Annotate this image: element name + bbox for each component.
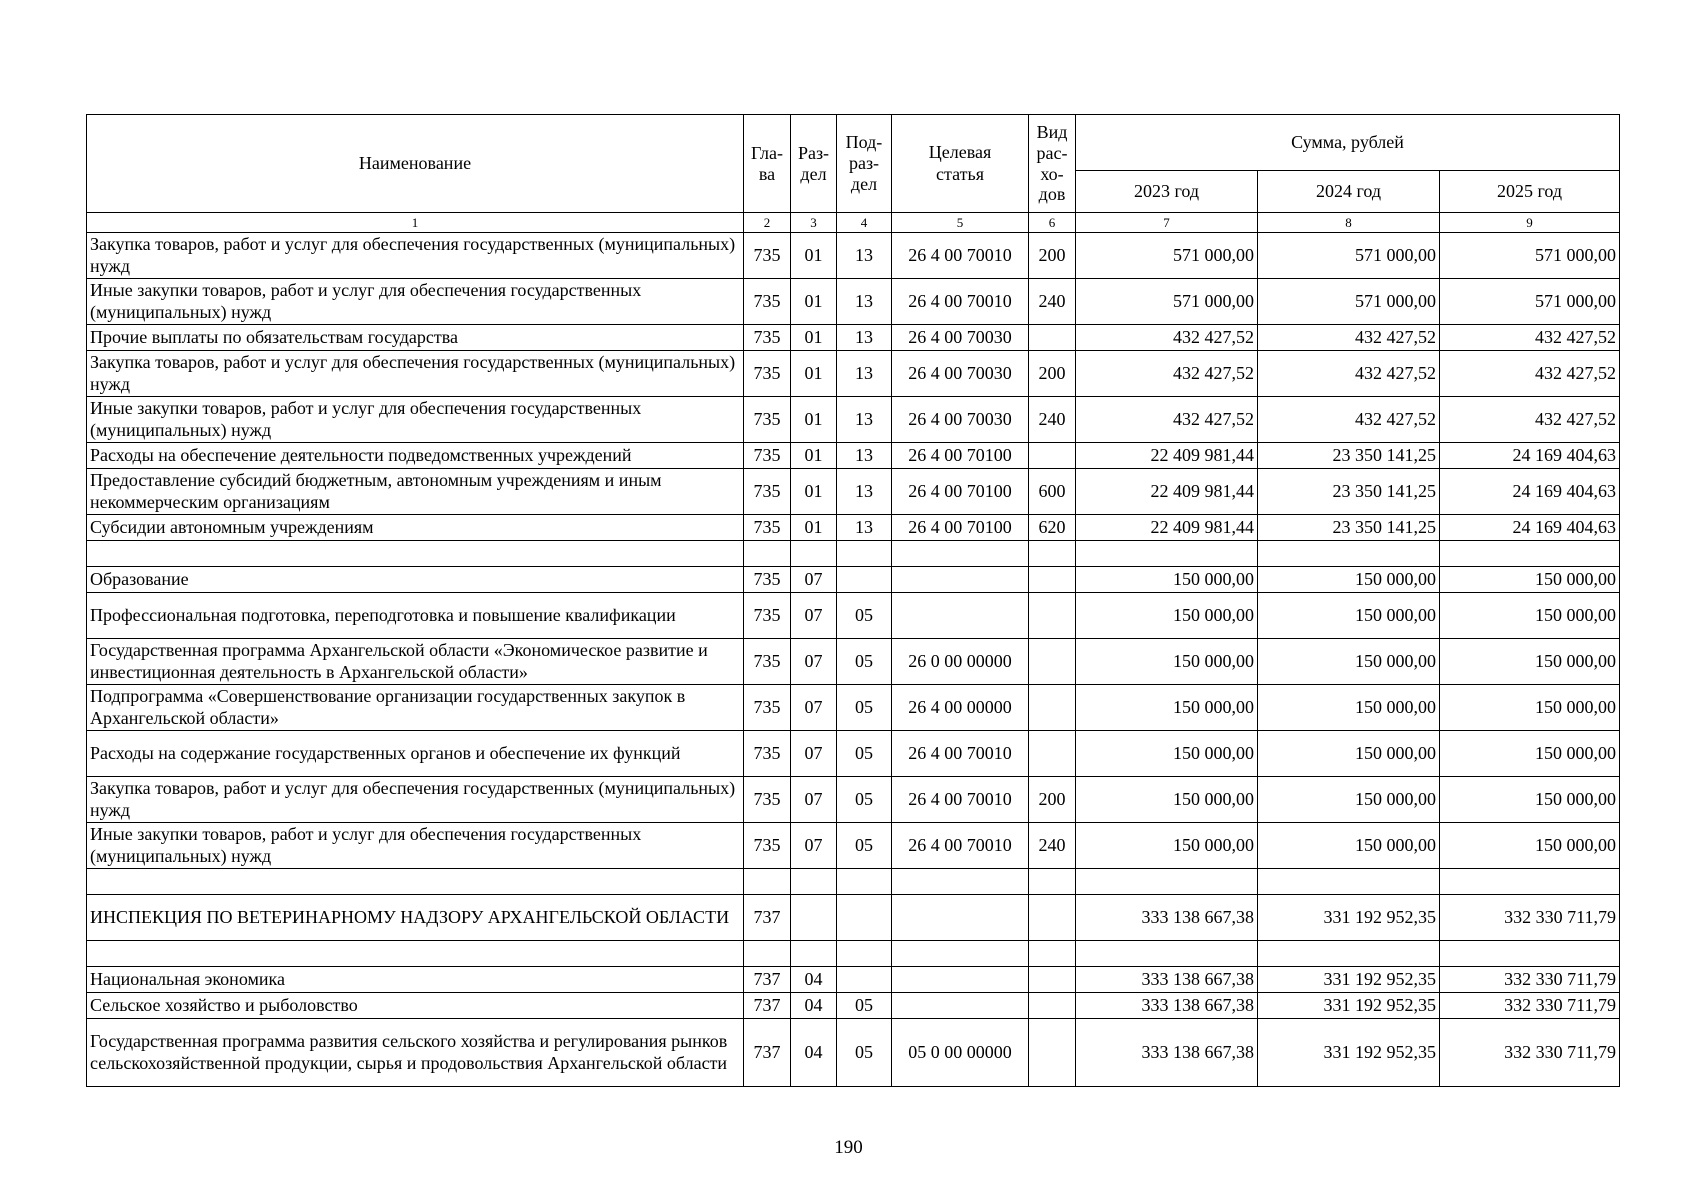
row-glava: 735 bbox=[744, 515, 791, 541]
page-number: 190 bbox=[834, 1137, 863, 1158]
row-glava: 735 bbox=[744, 397, 791, 443]
row-vid: 240 bbox=[1029, 823, 1076, 869]
row-target bbox=[892, 869, 1029, 895]
col-number: 3 bbox=[791, 213, 837, 233]
header-razdel-text: Раз- дел bbox=[797, 142, 830, 184]
row-target: 26 4 00 00000 bbox=[892, 685, 1029, 731]
row-sum-2025: 150 000,00 bbox=[1440, 731, 1620, 777]
row-sum-2023: 22 409 981,44 bbox=[1076, 443, 1258, 469]
row-glava: 735 bbox=[744, 325, 791, 351]
row-sum-2024: 331 192 952,35 bbox=[1258, 993, 1440, 1019]
row-vid bbox=[1029, 993, 1076, 1019]
row-sum-2025: 150 000,00 bbox=[1440, 593, 1620, 639]
row-sum-2023: 150 000,00 bbox=[1076, 777, 1258, 823]
row-sum-2023: 432 427,52 bbox=[1076, 351, 1258, 397]
table-row bbox=[87, 967, 1620, 993]
row-name: Государственная программа развития сельского хозяйства и регулирования рынков сельскохозяйственной продукции, сырья и продовольствия Архангельской области bbox=[87, 1019, 744, 1087]
col-number: 1 bbox=[87, 213, 744, 233]
row-sum-2024: 150 000,00 bbox=[1258, 777, 1440, 823]
table-row bbox=[87, 325, 1620, 351]
table-row bbox=[87, 895, 1620, 941]
table-body bbox=[87, 233, 1620, 1087]
row-podrazdel: 05 bbox=[837, 685, 892, 731]
row-podrazdel: 13 bbox=[837, 443, 892, 469]
row-glava: 735 bbox=[744, 685, 791, 731]
row-target: 26 4 00 70030 bbox=[892, 397, 1029, 443]
row-name: Закупка товаров, работ и услуг для обеспечения государственных (муниципальных) нужд bbox=[87, 777, 744, 823]
row-sum-2023: 150 000,00 bbox=[1076, 639, 1258, 685]
row-razdel: 07 bbox=[791, 823, 837, 869]
table-row bbox=[87, 593, 1620, 639]
row-sum-2024: 571 000,00 bbox=[1258, 233, 1440, 279]
row-target: 26 4 00 70010 bbox=[892, 823, 1029, 869]
row-sum-2025: 432 427,52 bbox=[1440, 397, 1620, 443]
row-sum-2023: 333 138 667,38 bbox=[1076, 1019, 1258, 1087]
row-razdel bbox=[791, 895, 837, 941]
row-podrazdel bbox=[837, 869, 892, 895]
row-glava: 737 bbox=[744, 967, 791, 993]
row-glava: 735 bbox=[744, 351, 791, 397]
row-razdel: 04 bbox=[791, 967, 837, 993]
row-sum-2024 bbox=[1258, 941, 1440, 967]
row-sum-2025: 332 330 711,79 bbox=[1440, 993, 1620, 1019]
row-target bbox=[892, 941, 1029, 967]
row-name: Государственная программа Архангельской области «Экономическое развитие и инвестиционная деятельность в Архангельской области» bbox=[87, 639, 744, 685]
row-sum-2025: 571 000,00 bbox=[1440, 233, 1620, 279]
row-razdel: 04 bbox=[791, 1019, 837, 1087]
row-sum-2024: 150 000,00 bbox=[1258, 593, 1440, 639]
row-sum-2023: 22 409 981,44 bbox=[1076, 515, 1258, 541]
row-glava: 735 bbox=[744, 469, 791, 515]
row-glava: 735 bbox=[744, 233, 791, 279]
row-target: 26 4 00 70100 bbox=[892, 443, 1029, 469]
header-year-2024: 2024 год bbox=[1258, 171, 1440, 213]
row-name: ИНСПЕКЦИЯ ПО ВЕТЕРИНАРНОМУ НАДЗОРУ АРХАНГЕЛЬСКОЙ ОБЛАСТИ bbox=[87, 895, 744, 941]
row-glava: 735 bbox=[744, 443, 791, 469]
header-vid bbox=[1029, 115, 1076, 213]
row-razdel: 01 bbox=[791, 233, 837, 279]
table-row bbox=[87, 639, 1620, 685]
row-podrazdel: 05 bbox=[837, 731, 892, 777]
header-podrazdel-text: Под- раз- дел bbox=[845, 132, 883, 194]
row-sum-2024: 331 192 952,35 bbox=[1258, 967, 1440, 993]
row-vid bbox=[1029, 895, 1076, 941]
row-target bbox=[892, 895, 1029, 941]
row-podrazdel: 13 bbox=[837, 469, 892, 515]
row-name: Предоставление субсидий бюджетным, автономным учреждениям и иным некоммерческим организациям bbox=[87, 469, 744, 515]
row-vid bbox=[1029, 567, 1076, 593]
row-target: 26 4 00 70010 bbox=[892, 233, 1029, 279]
row-target bbox=[892, 967, 1029, 993]
row-razdel bbox=[791, 869, 837, 895]
row-name: Иные закупки товаров, работ и услуг для обеспечения государственных (муниципальных) нужд bbox=[87, 279, 744, 325]
col-number: 5 bbox=[892, 213, 1029, 233]
row-vid: 600 bbox=[1029, 469, 1076, 515]
row-target: 26 4 00 70100 bbox=[892, 515, 1029, 541]
row-target: 26 4 00 70010 bbox=[892, 731, 1029, 777]
row-sum-2023 bbox=[1076, 541, 1258, 567]
row-sum-2025: 150 000,00 bbox=[1440, 823, 1620, 869]
row-glava bbox=[744, 869, 791, 895]
table-row bbox=[87, 469, 1620, 515]
row-vid: 200 bbox=[1029, 233, 1076, 279]
row-glava: 735 bbox=[744, 279, 791, 325]
row-vid bbox=[1029, 443, 1076, 469]
row-sum-2023 bbox=[1076, 869, 1258, 895]
row-vid: 240 bbox=[1029, 397, 1076, 443]
row-sum-2025: 150 000,00 bbox=[1440, 639, 1620, 685]
row-glava: 737 bbox=[744, 1019, 791, 1087]
table-row bbox=[87, 233, 1620, 279]
row-sum-2025: 432 427,52 bbox=[1440, 351, 1620, 397]
row-vid bbox=[1029, 731, 1076, 777]
row-sum-2025: 332 330 711,79 bbox=[1440, 1019, 1620, 1087]
row-sum-2025: 150 000,00 bbox=[1440, 685, 1620, 731]
row-name: Прочие выплаты по обязательствам государства bbox=[87, 325, 744, 351]
row-sum-2024: 23 350 141,25 bbox=[1258, 443, 1440, 469]
row-sum-2025: 24 169 404,63 bbox=[1440, 443, 1620, 469]
row-vid: 240 bbox=[1029, 279, 1076, 325]
table-row bbox=[87, 1019, 1620, 1087]
header-name: Наименование bbox=[87, 115, 744, 213]
table-row bbox=[87, 823, 1620, 869]
row-razdel: 04 bbox=[791, 993, 837, 1019]
row-sum-2023: 432 427,52 bbox=[1076, 397, 1258, 443]
row-sum-2024: 432 427,52 bbox=[1258, 351, 1440, 397]
row-sum-2024: 432 427,52 bbox=[1258, 397, 1440, 443]
row-vid: 620 bbox=[1029, 515, 1076, 541]
row-name: Подпрограмма «Совершенствование организации государственных закупок в Архангельской области» bbox=[87, 685, 744, 731]
row-target bbox=[892, 567, 1029, 593]
row-name: Субсидии автономным учреждениям bbox=[87, 515, 744, 541]
row-glava: 735 bbox=[744, 593, 791, 639]
header-target-text: Целевая статья bbox=[928, 141, 992, 184]
row-vid bbox=[1029, 593, 1076, 639]
row-target: 26 4 00 70030 bbox=[892, 351, 1029, 397]
col-number: 9 bbox=[1440, 213, 1620, 233]
row-razdel: 01 bbox=[791, 325, 837, 351]
row-razdel: 07 bbox=[791, 731, 837, 777]
row-razdel: 01 bbox=[791, 397, 837, 443]
row-sum-2024: 150 000,00 bbox=[1258, 639, 1440, 685]
row-name: Расходы на содержание государственных органов и обеспечение их функций bbox=[87, 731, 744, 777]
row-sum-2023: 571 000,00 bbox=[1076, 279, 1258, 325]
row-sum-2025: 332 330 711,79 bbox=[1440, 895, 1620, 941]
row-podrazdel bbox=[837, 895, 892, 941]
row-sum-2025 bbox=[1440, 941, 1620, 967]
row-sum-2025: 432 427,52 bbox=[1440, 325, 1620, 351]
row-sum-2023: 150 000,00 bbox=[1076, 593, 1258, 639]
row-podrazdel: 13 bbox=[837, 279, 892, 325]
row-glava: 735 bbox=[744, 777, 791, 823]
header-year-2025: 2025 год bbox=[1440, 171, 1620, 213]
row-name: Профессиональная подготовка, переподготовка и повышение квалификации bbox=[87, 593, 744, 639]
row-sum-2023: 150 000,00 bbox=[1076, 731, 1258, 777]
row-name: Сельское хозяйство и рыболовство bbox=[87, 993, 744, 1019]
row-razdel: 07 bbox=[791, 777, 837, 823]
row-sum-2024: 331 192 952,35 bbox=[1258, 1019, 1440, 1087]
table-row-empty bbox=[87, 869, 1620, 895]
row-vid bbox=[1029, 1019, 1076, 1087]
row-razdel bbox=[791, 541, 837, 567]
row-sum-2024: 150 000,00 bbox=[1258, 685, 1440, 731]
row-vid bbox=[1029, 967, 1076, 993]
row-vid bbox=[1029, 685, 1076, 731]
row-name: Образование bbox=[87, 567, 744, 593]
header-year-2023: 2023 год bbox=[1076, 171, 1258, 213]
row-razdel: 01 bbox=[791, 279, 837, 325]
row-target bbox=[892, 993, 1029, 1019]
row-sum-2023: 150 000,00 bbox=[1076, 685, 1258, 731]
row-target: 26 4 00 70010 bbox=[892, 279, 1029, 325]
col-number: 8 bbox=[1258, 213, 1440, 233]
row-name: Иные закупки товаров, работ и услуг для обеспечения государственных (муниципальных) нужд bbox=[87, 823, 744, 869]
row-sum-2024 bbox=[1258, 869, 1440, 895]
table-row bbox=[87, 567, 1620, 593]
row-target: 26 4 00 70100 bbox=[892, 469, 1029, 515]
row-sum-2023: 432 427,52 bbox=[1076, 325, 1258, 351]
row-glava: 735 bbox=[744, 639, 791, 685]
row-sum-2025 bbox=[1440, 869, 1620, 895]
row-razdel: 07 bbox=[791, 593, 837, 639]
row-sum-2024: 150 000,00 bbox=[1258, 567, 1440, 593]
row-podrazdel bbox=[837, 967, 892, 993]
row-sum-2025: 332 330 711,79 bbox=[1440, 967, 1620, 993]
table-row bbox=[87, 993, 1620, 1019]
row-razdel: 07 bbox=[791, 685, 837, 731]
row-sum-2023: 150 000,00 bbox=[1076, 567, 1258, 593]
table-row-empty bbox=[87, 541, 1620, 567]
row-name bbox=[87, 869, 744, 895]
col-number: 7 bbox=[1076, 213, 1258, 233]
row-podrazdel bbox=[837, 541, 892, 567]
row-podrazdel bbox=[837, 567, 892, 593]
row-sum-2023: 333 138 667,38 bbox=[1076, 967, 1258, 993]
row-sum-2025 bbox=[1440, 541, 1620, 567]
row-glava: 735 bbox=[744, 731, 791, 777]
row-sum-2025: 571 000,00 bbox=[1440, 279, 1620, 325]
row-podrazdel: 13 bbox=[837, 325, 892, 351]
table-row bbox=[87, 685, 1620, 731]
row-glava bbox=[744, 941, 791, 967]
row-sum-2025: 24 169 404,63 bbox=[1440, 469, 1620, 515]
row-podrazdel: 05 bbox=[837, 993, 892, 1019]
row-podrazdel: 05 bbox=[837, 1019, 892, 1087]
row-name: Иные закупки товаров, работ и услуг для обеспечения государственных (муниципальных) нужд bbox=[87, 397, 744, 443]
row-sum-2023: 150 000,00 bbox=[1076, 823, 1258, 869]
table-row bbox=[87, 515, 1620, 541]
row-podrazdel: 13 bbox=[837, 397, 892, 443]
row-name: Закупка товаров, работ и услуг для обеспечения государственных (муниципальных) нужд bbox=[87, 233, 744, 279]
row-sum-2025: 150 000,00 bbox=[1440, 567, 1620, 593]
row-sum-2024: 150 000,00 bbox=[1258, 731, 1440, 777]
row-name bbox=[87, 541, 744, 567]
row-podrazdel: 05 bbox=[837, 777, 892, 823]
row-sum-2024: 150 000,00 bbox=[1258, 823, 1440, 869]
budget-table bbox=[86, 114, 1620, 1087]
row-razdel: 01 bbox=[791, 351, 837, 397]
row-target bbox=[892, 593, 1029, 639]
row-sum-2023: 22 409 981,44 bbox=[1076, 469, 1258, 515]
row-vid bbox=[1029, 541, 1076, 567]
row-name: Расходы на обеспечение деятельности подведомственных учреждений bbox=[87, 443, 744, 469]
table-row bbox=[87, 279, 1620, 325]
header-target bbox=[892, 115, 1029, 213]
header-razdel bbox=[791, 115, 837, 213]
row-target: 26 4 00 70030 bbox=[892, 325, 1029, 351]
table-row bbox=[87, 731, 1620, 777]
row-vid bbox=[1029, 639, 1076, 685]
row-name bbox=[87, 941, 744, 967]
header-glava-text: Гла- ва bbox=[750, 142, 784, 184]
table-row-empty bbox=[87, 941, 1620, 967]
table-row bbox=[87, 443, 1620, 469]
row-sum-2024: 432 427,52 bbox=[1258, 325, 1440, 351]
header-vid-text: Вид рас- хо- дов bbox=[1036, 122, 1068, 205]
row-sum-2024: 23 350 141,25 bbox=[1258, 469, 1440, 515]
row-sum-2023 bbox=[1076, 941, 1258, 967]
row-target bbox=[892, 541, 1029, 567]
col-number: 4 bbox=[837, 213, 892, 233]
table-row bbox=[87, 397, 1620, 443]
row-sum-2023: 333 138 667,38 bbox=[1076, 993, 1258, 1019]
header-podrazdel bbox=[837, 115, 892, 213]
row-sum-2023: 333 138 667,38 bbox=[1076, 895, 1258, 941]
row-sum-2023: 571 000,00 bbox=[1076, 233, 1258, 279]
col-number: 6 bbox=[1029, 213, 1076, 233]
row-podrazdel: 13 bbox=[837, 515, 892, 541]
row-target: 26 4 00 70010 bbox=[892, 777, 1029, 823]
column-numbers-row bbox=[87, 213, 1620, 233]
row-name: Национальная экономика bbox=[87, 967, 744, 993]
row-glava bbox=[744, 541, 791, 567]
row-glava: 737 bbox=[744, 993, 791, 1019]
header-glava bbox=[744, 115, 791, 213]
row-sum-2024 bbox=[1258, 541, 1440, 567]
row-vid bbox=[1029, 325, 1076, 351]
row-vid bbox=[1029, 869, 1076, 895]
table-row bbox=[87, 777, 1620, 823]
row-glava: 735 bbox=[744, 823, 791, 869]
row-vid: 200 bbox=[1029, 777, 1076, 823]
row-sum-2024: 571 000,00 bbox=[1258, 279, 1440, 325]
row-podrazdel: 05 bbox=[837, 639, 892, 685]
row-vid bbox=[1029, 941, 1076, 967]
row-target: 05 0 00 00000 bbox=[892, 1019, 1029, 1087]
row-podrazdel bbox=[837, 941, 892, 967]
row-sum-2025: 24 169 404,63 bbox=[1440, 515, 1620, 541]
row-razdel: 01 bbox=[791, 443, 837, 469]
row-target: 26 0 00 00000 bbox=[892, 639, 1029, 685]
row-name: Закупка товаров, работ и услуг для обеспечения государственных (муниципальных) нужд bbox=[87, 351, 744, 397]
row-razdel: 01 bbox=[791, 469, 837, 515]
table-row bbox=[87, 351, 1620, 397]
row-razdel bbox=[791, 941, 837, 967]
col-number: 2 bbox=[744, 213, 791, 233]
row-sum-2025: 150 000,00 bbox=[1440, 777, 1620, 823]
header-sum: Сумма, рублей bbox=[1076, 115, 1620, 171]
row-sum-2024: 23 350 141,25 bbox=[1258, 515, 1440, 541]
row-podrazdel: 05 bbox=[837, 593, 892, 639]
row-glava: 735 bbox=[744, 567, 791, 593]
row-podrazdel: 13 bbox=[837, 351, 892, 397]
row-podrazdel: 05 bbox=[837, 823, 892, 869]
row-podrazdel: 13 bbox=[837, 233, 892, 279]
row-sum-2024: 331 192 952,35 bbox=[1258, 895, 1440, 941]
row-vid: 200 bbox=[1029, 351, 1076, 397]
row-glava: 737 bbox=[744, 895, 791, 941]
row-razdel: 07 bbox=[791, 639, 837, 685]
row-razdel: 01 bbox=[791, 515, 837, 541]
row-razdel: 07 bbox=[791, 567, 837, 593]
